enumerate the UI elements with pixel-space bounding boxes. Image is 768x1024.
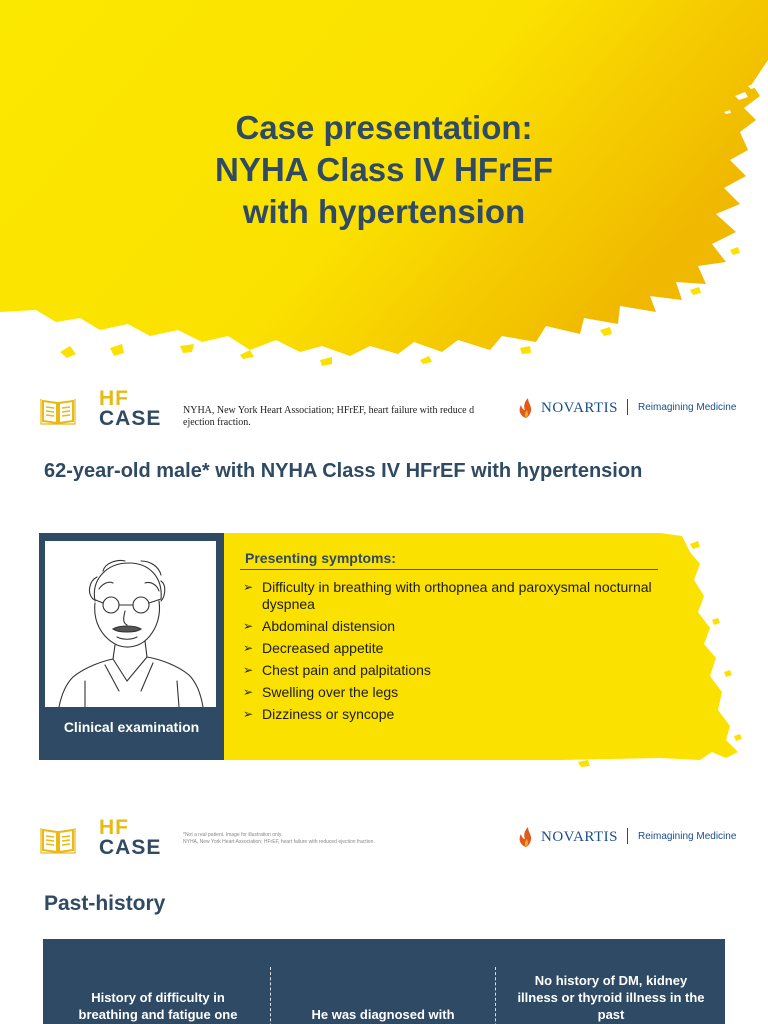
heading-divider	[240, 569, 658, 570]
history-column-1: History of difficulty in breathing and fatigue one	[78, 990, 238, 1022]
novartis-flame-icon	[517, 397, 535, 419]
list-item	[243, 662, 653, 679]
arrow-bullet-icon: ➢	[243, 685, 254, 699]
footnote-line-2: NYHA, New York Heart Association; HFrEF, heart failure with reduced ejection fraction.	[183, 839, 375, 845]
column-divider	[495, 967, 496, 1024]
history-panel	[43, 939, 725, 1024]
arrow-bullet-icon: ➢	[243, 663, 254, 677]
brand-case: CASE	[99, 407, 162, 430]
novartis-flame-icon	[517, 826, 535, 848]
column-divider	[270, 967, 271, 1024]
list-item	[243, 618, 653, 635]
symptoms-list	[243, 579, 653, 728]
list-item	[243, 706, 653, 723]
patient-illustration	[45, 541, 216, 707]
card-caption: Clinical examination	[63, 719, 200, 735]
novartis-wordmark: NOVARTIS	[541, 829, 619, 845]
title-line-2: NYHA Class IV HFrEF	[214, 151, 554, 188]
slide-title: Past-history	[44, 892, 166, 915]
symptoms-heading: Presenting symptoms:	[245, 550, 396, 566]
symptom-text: Dizziness or syncope	[262, 706, 395, 722]
novartis-separator	[627, 399, 628, 415]
footnote	[183, 832, 503, 846]
novartis-tagline: Reimagining Medicine	[638, 402, 737, 413]
list-item	[243, 684, 653, 701]
brand-hf: HF	[99, 387, 129, 410]
list-item	[243, 640, 653, 657]
patient-card	[39, 533, 224, 760]
symptom-text: Decreased appetite	[262, 640, 384, 656]
list-item	[243, 579, 653, 613]
footnote: NYHA, New York Heart Association; HFrEF, heart failure with reduce d ejection fraction.	[183, 405, 475, 428]
patient-slide	[0, 440, 768, 780]
man-sketch-icon	[45, 541, 216, 707]
history-column-3: No history of DM, kidney illness or thyroid illness in the past	[517, 973, 705, 1022]
novartis-separator	[627, 828, 628, 844]
title-slide	[0, 0, 768, 380]
novartis-wordmark: NOVARTIS	[541, 400, 619, 416]
arrow-bullet-icon: ➢	[243, 619, 254, 633]
slide-footer-1	[0, 383, 768, 441]
history-column-2: He was diagnosed with	[311, 1007, 455, 1022]
title-line-1: Case presentation:	[235, 109, 533, 146]
symptom-text: Abdominal distension	[262, 618, 396, 634]
arrow-bullet-icon: ➢	[243, 641, 254, 655]
past-history-slide	[0, 870, 768, 1024]
symptom-text: Difficulty in breathing with orthopnea and paroxysmal nocturnal dyspnea	[262, 579, 652, 612]
open-book-icon	[40, 824, 76, 854]
symptom-text: Swelling over the legs	[262, 684, 399, 700]
novartis-tagline: Reimagining Medicine	[638, 831, 737, 842]
arrow-bullet-icon: ➢	[243, 707, 254, 721]
brand-hf: HF	[99, 816, 129, 839]
title-line-3: with hypertension	[242, 193, 526, 230]
open-book-icon	[40, 395, 76, 425]
slide-footer-2	[0, 812, 768, 870]
arrow-bullet-icon: ➢	[243, 580, 254, 594]
slide-title: 62-year-old male* with NYHA Class IV HFrEF with hypertension	[44, 460, 643, 482]
brand-case: CASE	[99, 836, 162, 859]
footnote-line-1: *Not a real patient. Image for illustration only.	[183, 832, 283, 838]
symptom-text: Chest pain and palpitations	[262, 662, 431, 678]
